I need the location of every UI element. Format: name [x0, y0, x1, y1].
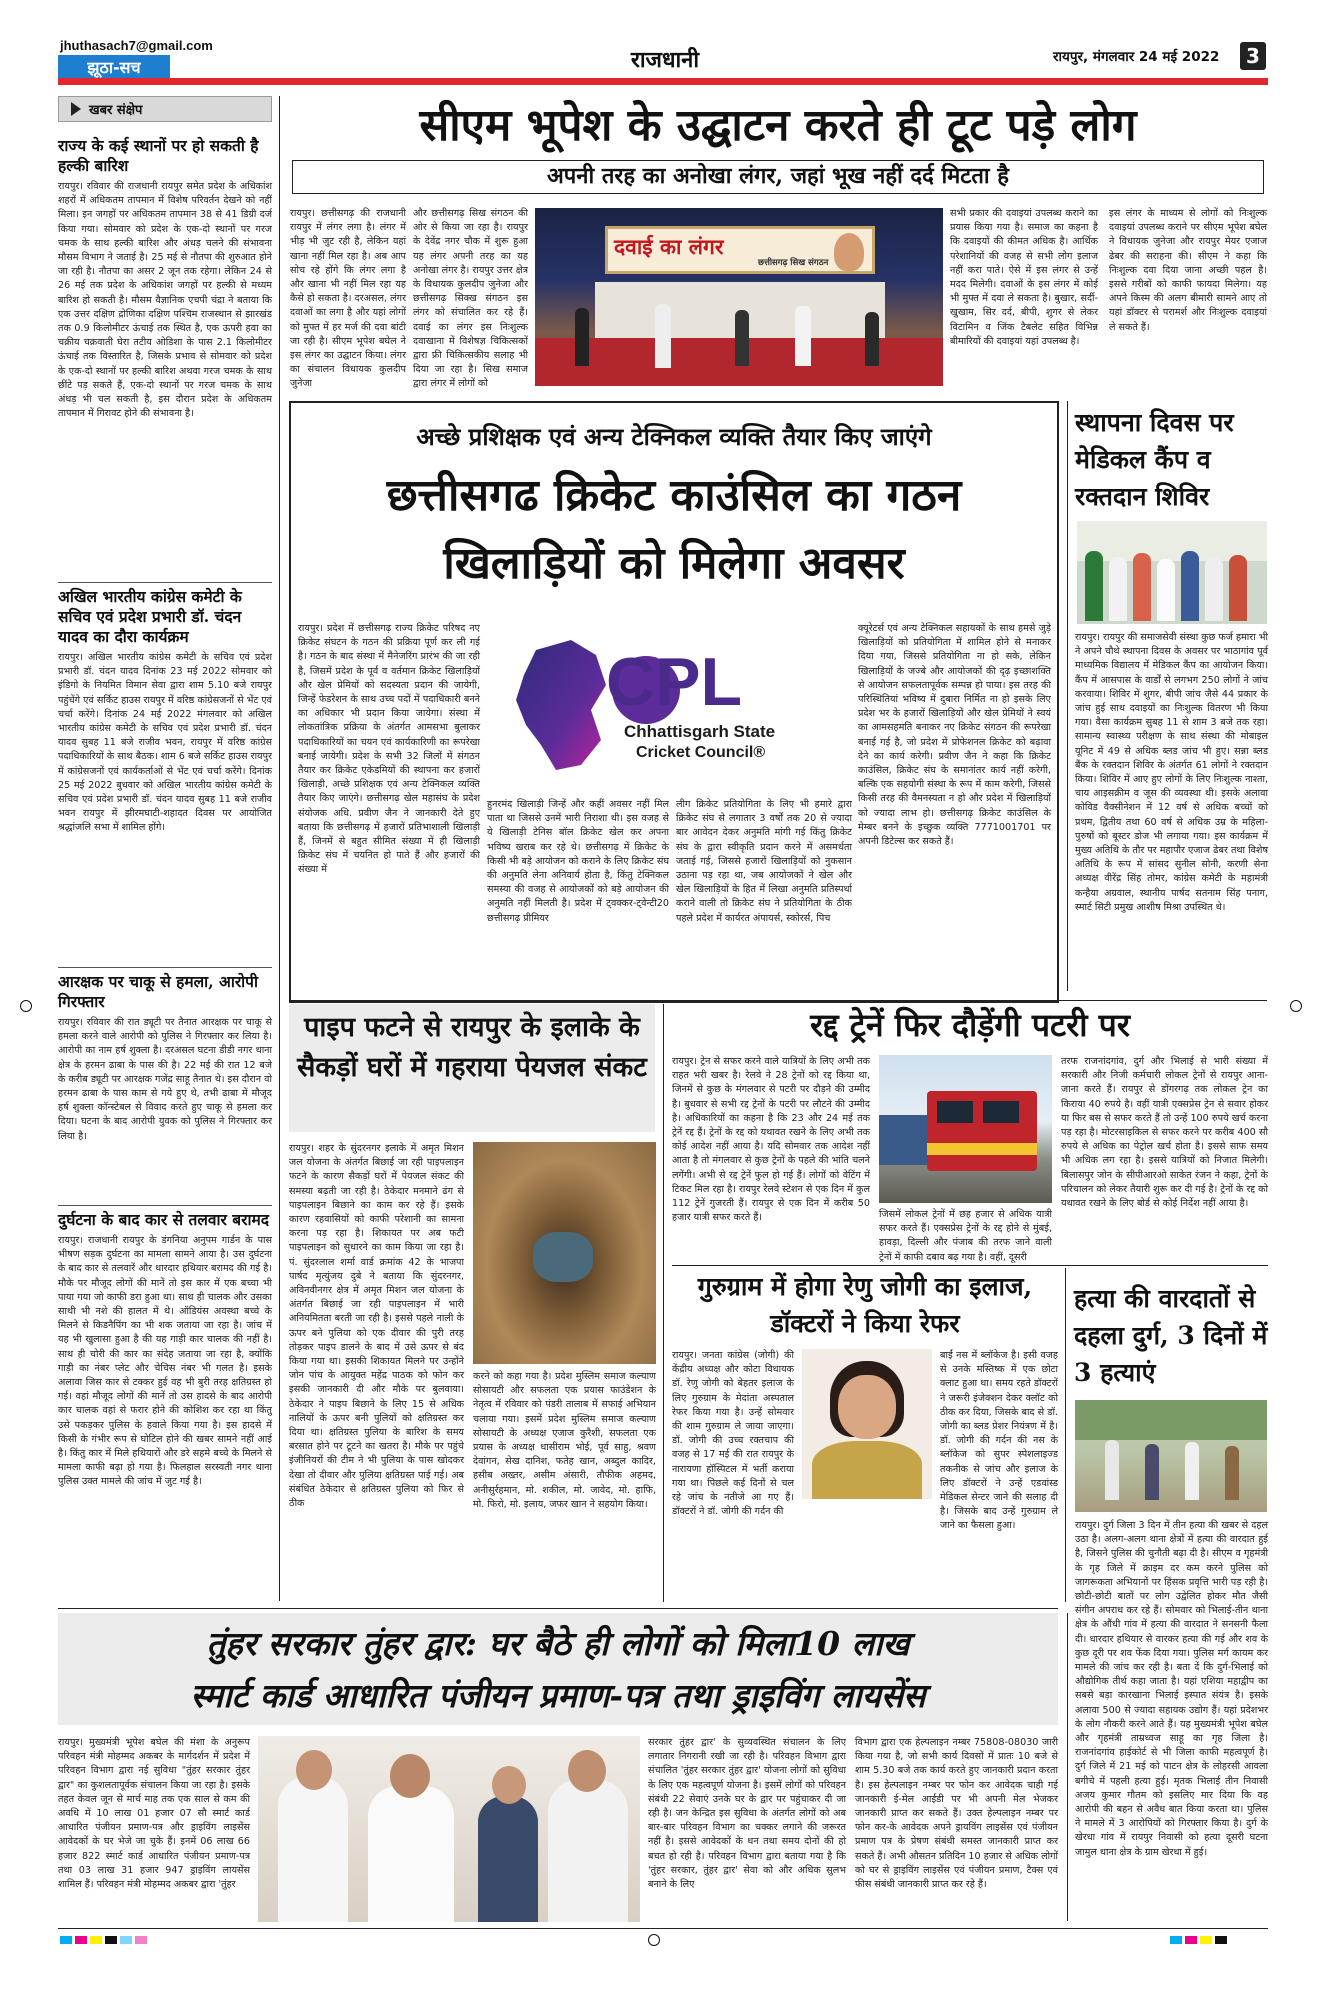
smartcard-headline: तुंहर सरकार तुंहर द्वार: घर बैठे ही लोगों को मिला10 लाख — [206, 1624, 910, 1663]
murder-body: रायपुर। दुर्ग जिला 3 दिन में तीन हत्या की खबर से दहल उठा है। अलग-अलग थाना क्षेत्रों में हत्या की वारदात हुई है, जिसने पुलिस की चुनौती बढ़ा दी है। सीएम व गृहमंत्री के गृह जिले में क्राइम दर कम करने पुलिस को जागरूकता अभियानों पर हिंसक प्रवृत्ति भारी पड़ रही है। छोटी-छोटी बातों पर लोग उद्वेलित होकर मौत जैसी संगीन अपराध कर रहे हैं। सोमवार को भिलाई-तीन थाना क्षेत्र के औंधी गांव में हत्या की वारदात ने सनसनी फैला दी। धारदार हथियार से वारकर हत्या की गई और शव के कुछ दूरी पर शव फेंक दिया गया। पुलिस मर्ग कायम कर मामले की जांच कर रही है। बता दें कि दुर्ग-भिलाई को औद्योगिक तीर्थ कहा जाता है। यहां एशिया महाद्वीप का सबसे बड़ा कारखाना भिलाई इस्पात संयंत्र है। इसके अलावा 500 से ज्यादा सहायक उद्योग हैं। यहां प्रदेशभर के लोग नौकरी करने आते हैं। यह मुख्यमंत्री भूपेश बघेल और गृहमंत्री ताम्रध्वज साहू का गृह जिला है। राजनांदगांव हाईकोर्ट से भी जिला काफी महत्वपूर्ण है। दुर्ग जिले में 21 मई को पाटन क्षेत्र के लोहरसी आवला बगीचे में पहली हत्या हुई। मृतक भिलाई तीन निवासी अजय कुमार गौतम को इसलिए मार दिया कि वह आरोपी की बहन से अवैध बात किया करता था। पुलिस ने मामले में 3 आरोपियों को गिरफ्तार किया है। दुर्ग के खेरधा गांव में रायपुर निवासी को हत्या दूसरी घटना जामुल थाना क्षेत्र के ग्राम खेरधा में हुई। — [1075, 1520, 1268, 1858]
brief-body: रायपुर। अखिल भारतीय कांग्रेस कमेटी के सचिव एवं प्रदेश प्रभारी डॉ. चंदन यादव दिनांक 23 मई 2022 सोमवार को इंडिगो के नियमित विमान सेवा द्वारा शाम 5.10 बजे रायपुर पहुंचेंगे एवं सर्किट हाउस रायपुर में वरिष्ठ कांग्रेसजनों से भेंट एवं चर्चा करेंगे। दिनांक 24 मई 2022 मंगलवार को अखिल भारतीय कांग्रेस कमेटी के सचिव एवं प्रदेश प्रभारी डॉ. चंदन यादव सुबह 11 बजे राजीव भवन, रायपुर में वरिष्ठ कांग्रेस पदाधिकारियों के साथ बैठक। शाम 6 बजे सर्किट हाउस रायपुर में कांग्रेसजनों एवं कार्यकर्ताओं से भेंट एवं चर्चा करेंगे। दिनांक 25 मई 2022 बुधवार को अखिल भारतीय कांग्रेस कमेटी के सचिव एवं प्रदेश प्रभारी डॉ. चंदन यादव सुबह 11 बजे राजीव भवन रायपुर में झीरमघाटी-शहादत दिवस पर आयोजित श्रद्धांजलि सभा में शामिल होंगे। — [58, 652, 272, 834]
person-figure — [1133, 553, 1151, 621]
brief-body: रायपुर। रविवार की रात ड्यूटी पर तैनात आरक्षक पर चाकू से हमला करने वाले आरोपी को पुलिस ने गिरफ्तार कर लिया है। आरोपी का नाम हर्ष शुक्ला है। दरअसल घटना डीडी नगर थाना क्षेत्र के हरमन ढाबा के पास की है। 22 मई की रात 12 बजे के करीब ड्यूटी पर आरक्षक गजेंद्र साहू तैनात थे। इस दौरान वो हरमन ढाबा के पास काम से गये हुए थे, तभी ढाबा में मौजूद हर्ष शुक्ला कॉन्स्टेबल से विवाद करते हुए चाकू से हमला कर दिया। घटना के बाद आरोपी युवक को पुलिस ने गिरफ्तार कर लिया है। — [58, 1017, 272, 1142]
jogi-column: रायपुर। जनता कांग्रेस (जोगी) की केंद्रीय अध्यक्ष और कोटा विधायक डॉ. रेणु जोगी को बेहतर इलाज के लिए गुरुग्राम के मेदांता अस्पताल रेफर किया गया है। उन्हें सोमवार की शाम गुरुग्राम ले जाया जाएगा। डॉ. जोगी की उच्च रक्तचाप की वजह से 17 मई की रात रायपुर के नारायणा हॉस्पिटल में भर्ती कराया गया था। पिछले कई दिनों से चल रहे जांच के नतीजे आ गए हैं। डॉक्टरों ने डॉ. जोगी की गर्दन की — [672, 1350, 794, 1518]
column-rule — [1065, 1268, 1066, 1602]
header-red-rule — [58, 78, 1268, 85]
triangle-icon — [71, 102, 81, 116]
face — [838, 1375, 896, 1439]
water-column: रायपुर। शहर के सुंदरनगर इलाके में अमृत मिशन जल योजना के अंतर्गत बिछाई जा रही पाइपलाइन फटने के कारण सैकड़ों घरों में पेयजल संकट की समस्या बढ़ती जा रही है। ठेकेदार मनमाने ढंग से पाइपलाइन बिछाने का काम कर रहे हैं। इसके कारण रहवासियों को काफी परेशानी का सामना करना पड़ रहा है। शिकायत पर अब फटी पाइपलाइन को सुधारने का काम किया जा रहा है। पं. सुंदरलाल शर्मा वार्ड क्रमांक 42 के भाजपा पार्षद मृत्युंजय दुबे ने बताया कि सुंदरनगर, अविनवीनगर क्षेत्र में अमृत मिशन जल योजना के अंतर्गत बिछाई जा रही पाइपलाइन में भारी अनियमितता बरती जा रही है। इससे पहले नाली के ऊपर बने पुलिया को एक दीवार की पुरी तरह तोड़कर पाइप डालने के बाद में उसे ऊपर से बंद किया गया था। इसकी शिकायत मिलने पर उन्होंने जोन पांच के आयुक्त महेंद्र पाठक को फोन कर इसकी जानकारी दी और मौके पर बुलवाया। ठेकेदार ने पाइप बिछाने के लिए 15 से अधिक नालियों के ऊपर बनी पुलियों को क्षतिग्रस्त कर दिया था। क्षतिग्रस्त पुलिया के बारिश के समय बरसात होने पर टूटने का खतरा है। मौके पर पहुंचे इंजीनियरों की टीम ने भी पुलिया के पास खोदकर देखा तो दीवार और पुलिया क्षतिग्रस्त पाई गई। अब संबंधित ठेकेदार से क्षतिग्रस्त पुलिया को फिर से ठीक — [289, 1143, 464, 1510]
person-figure — [575, 308, 589, 366]
section-rule — [672, 1265, 1268, 1266]
cyan-swatch — [60, 1936, 72, 1944]
smartcard-headline-band — [58, 1613, 1058, 1725]
sign-text: दवाई का लंगर — [614, 234, 724, 259]
cricket-headline: खिलाड़ियों को मिलेगा अवसर — [443, 538, 905, 589]
person-figure — [278, 1776, 348, 1922]
camp-body: रायपुर। रायपुर की समाजसेवी संस्था कुछ फर्ज हमारा भी ने अपने चौथे स्थापना दिवस के अवसर पर भाठागांव पूर्व माध्यमिक विद्यालय में मेडिकल कैंप का आयोजन किया। कैंप में आसपास के वार्डों से लगभग 250 लोगों ने जांच करवाया। शिविर में शुगर, बीपी जांच जैसे 44 प्रकार के जांच हुई साथ दवाइयों का निःशुल्क वितरण भी किया गया। वैसा कार्यक्रम सुबह 11 से शाम 3 बजे तक रहा। सामान्य स्वास्थ्य परीक्षण के साथ संस्था की मोबाइल यूनिट में 49 से अधिक ब्लड जांच भी हुए। सन्ना ब्लड बैंक के रक्तदान शिविर के अंतर्गत 61 लोगों ने रक्तदान किया। शिविर में आए हुए लोगों के लिए निःशुल्क नाश्ता, चाय आइसक्रीम व जूस की व्यवस्था थी। इसके अलावा कोविड वैक्सीनेशन में 12 वर्ष से अधिक बच्चों को प्रथम, द्वितीय तथा 60 वर्ष से अधिक उम्र के महिला-पुरुषों को बूस्टर डोज भी लगाया गया। इस कार्यक्रम में मुख्य अतिथि के तौर पर महापौर एजाज ढेबर तथा विशेष अतिथि के रूप में सांसद सुनील सोनी, करणी सेना अध्यक्ष वीरेंद्र सिंह तोमर, कांग्रेस कमेटी के महामंत्री कन्हैया अग्रवाल, स्थानीय पार्षद सतनाम सिंह पनाग, स्मार्ट सिटी प्रमुख आशीष मिश्रा उपस्थित थे। — [1075, 632, 1268, 913]
dateline: रायपुर, मंगलवार 24 मई 2022 — [1053, 49, 1220, 65]
person-figure — [1085, 551, 1103, 621]
section-rule — [289, 1000, 1267, 1001]
magenta-tint-swatch — [135, 1936, 147, 1944]
lead-headline: सीएम भूपेश के उद्घाटन करते ही टूट पड़े लोग — [419, 100, 1137, 151]
yellow-swatch — [1200, 1936, 1212, 1944]
train-photo — [879, 1055, 1052, 1203]
face — [296, 1750, 332, 1790]
person-figure — [795, 306, 811, 366]
coach — [879, 1115, 927, 1165]
water-headline: पाइप फटने से रायपुर के इलाके के सैकड़ों घरों में गहराया पेयजल संकट — [289, 1004, 655, 1132]
cricket-column: हुनरमंद खिलाड़ी जिन्हें और कहीं अवसर नहीं मिल पाता था जिससे उनमें भारी निराशा थी। इस वजह से ये खिलाड़ी टेनिस बॉल क्रिकेट खेल कर अपना भविष्य खराब कर रहे थे। छत्तीसगढ़ में क्रिकेट के किसी भी बड़े आयोजन को कराने के लिए क्रिकेट संघ की अनुमति लेना अनिवार्य होता है, किंतु टेक्निकल समस्या की वजह से आयोजकों को बड़े आयोजन की अनुमति नहीं मिलती है। प्रदेश में ट्वक्कर-ट्वेन्टी20 छत्तीसगढ़ प्रीमियर — [487, 799, 669, 924]
divider — [58, 582, 272, 583]
sign-subtext: छत्तीसगढ़ सिख संगठन — [758, 258, 829, 268]
cricket-column: लीग क्रिकेट प्रतियोगिता के लिए भी हमारे द्वारा क्रिकेट संघ से लगातार 3 वर्षों तक 20 से ज्यादा बार आवेदन देकर अनुमति मांगी गई किंतु क्रिकेट संघ के द्वारा स्वीकृति प्रदान करने में असमर्थता जताई गई, जिससे हजारों खिलाड़ियों को नुकसान उठाना पड़ रहा था, जब आयोजकों ने खेल और खेल खिलाड़ियों के हित में लिखा अनुमति प्रतिस्पर्धा कराने वाली तो क्रिकेट संघ ने प्रतियोगिता के ठीक पहले प्रदेश में कार्यरत अंपायर्स, स्कोरर्स, पिच — [676, 799, 852, 924]
page-number: 3 — [1240, 42, 1266, 70]
person-figure — [1229, 555, 1247, 621]
person-figure — [478, 1796, 538, 1922]
murder-headline: हत्या की वारदातों से दहला दुर्ग, 3 दिनों में 3 हत्याएं — [1074, 1284, 1268, 1387]
section-title: राजधानी — [630, 47, 700, 73]
email-address: jhuthasach7@gmail.com — [60, 38, 213, 53]
saree — [812, 1441, 922, 1499]
black-swatch — [105, 1936, 117, 1944]
face — [390, 1754, 430, 1798]
portrait-icon — [834, 233, 864, 271]
cricket-column: रायपुर। प्रदेश में छत्तीसगढ़ राज्य क्रिकेट परिषद नए क्रिकेट संघटन के गठन की प्रक्रिया पूर्ण कर ली गई है। गठन के बाद संस्था में मैनेजरिंग प्रारंभ की जा रही है, जिसमें प्रदेश के पूर्व व वर्तमान क्रिकेट खिलाड़ियों और खेल प्रेमियों को सदस्यता प्रदान की जायेगी, जिन्हें फेडरेशन के साथ उच्च पदों में पदाधिकारी बनने का अधिकार भी प्रदान किया जायेगा। संस्था में लोकतांत्रिक प्रक्रिया के अंतर्गत आमसभा बुलाकर पदाधिकारियों का चयन एवं कार्यकारिणी का रूपरेखा बनाई जायेगी। प्रदेश के सभी 32 जिलों में संगठन तैयार कर क्रिकेट एकेडमियों की स्थापना कर हजारों खिलाड़ी, अच्छे प्रशिक्षक एवं अन्य टेक्निकल व्यक्ति तैयार किए जाएंगे। छत्तीसगढ़ खेल महासंघ के प्रदेश संयोजक अधि. प्रवीण जैन ने जानकारी देते हुए बताया कि छत्तीसगढ़ में हजारों प्रतिभाशाली खिलाड़ी हैं, जिनमें से बहुत सीमित संख्या में ही खिलाड़ी क्रिकेट संघ में चयनित हो पाते हैं और हजारों की संख्या में — [298, 623, 480, 876]
person-figure — [735, 310, 749, 366]
langar-photo — [535, 208, 943, 386]
person-figure — [1181, 551, 1199, 621]
brief-headline: राज्य के कई स्थानों पर हो सकती है हल्की बारिश — [58, 136, 259, 175]
jogi-column: बाईं नस में ब्लॉकेज है। इसी वजह से उनके मस्तिष्क में एक छोटा क्लाट हुआ था। समय रहते डॉक्टरों ने जरूरी इंजेक्शन देकर क्लॉट को ठीक कर दिया, जिसके बाद से डॉ. जोगी का ब्लड प्रेशर नियंत्रण में है। डॉ. जोगी की गर्दन की नस के ब्लॉकेज को सुपर स्पेशलाइज्ड तकनीक से जांच और इलाज के लिए डॉक्टरों ने उन्हें एडवांस्ड मेडिकल सेन्टर जाने की सलाह दी है। जिसके बाद उन्हें गुरुग्राम ले जाने का फैसला हुआ। — [940, 1350, 1058, 1532]
camp-photo — [1077, 521, 1267, 624]
column-rule — [1067, 401, 1068, 991]
person-figure — [1145, 1444, 1159, 1500]
column-rule — [1067, 1613, 1068, 1921]
trees — [1075, 1400, 1267, 1440]
person-figure — [865, 312, 879, 366]
smartcard-column: सरकार तुंहर द्वार' के सुव्यवस्थित संचालन के लिए लगातार निगरानी रखी जा रही है। परिवहन विभाग द्वारा संचालित 'तुंहर सरकार तुंहर द्वार' योजना लोगों को सुविधा के लिए एक महत्वपूर्ण योजना है। इसमें लोगों को परिवहन संबंधी 22 सेवाएं उनके घर के द्वार पर पहुंचाकर दी जा रही है। जन केन्द्रित इस सुविधा के अंतर्गत लोगों को अब बार-बार परिवहन विभाग का चक्कर लगाने की जरूरत नहीं है। इससे आवेदकों के धन तथा समय दोनों की हो बचत हो रही है। परिवहन विभाग द्वारा बताया गया है कि 'तुंहर सरकार, तुंहर द्वार' सेवा को और अधिक सुलभ बनाने के लिए — [648, 1737, 846, 1891]
black-swatch — [1215, 1936, 1227, 1944]
water-pool — [533, 1232, 593, 1282]
person-figure — [1225, 1446, 1239, 1500]
person-figure — [1109, 557, 1127, 621]
brief-headline: दुर्घटना के बाद कार से तलवार बरामद — [58, 1210, 269, 1229]
cricket-column: क्यूरेटर्स एवं अन्य टेक्निकल सहायकों के साथ हमसे जुड़े खिलाड़ियों को प्रतियोगिता में शामिल होने से मनाकर दिया गया, जिससे प्रतियोगिता ना हो सके, लेकिन खिलाड़ियों के जज्बे और आयोजकों की दृढ़ इच्छाशक्ति से आयोजन सफलतापूर्वक सम्पन्न हो पाया। इस तरह की परिस्थितियां भविष्य में दुबारा निर्मित ना हो इसके लिए प्रदेश भर के हजारों खिलाड़ियों और खेल प्रेमियों ने स्वयं का आमसहमति बनाकर नए क्रिकेट संगठन की रूपरेखा बनाई गई है, जो प्रदेश में प्रोफेशनल क्रिकेट को बढ़ावा देने का कार्य करेगी। प्रवीण जैन ने कहा कि क्रिकेट काउंसिल, क्रिकेट संघ के समानांतर कार्य नहीं करेगी, बल्कि एक सहयोगी संस्था के रूप में काम करेगी, जिससे किसी तरह की वैमनस्यता न हो और प्रदेश में खिलाड़ियों को ज्यादा लाभ हो। छत्तीसगढ़ क्रिकेट काउंसिल के मेम्बर बनने के इच्छुक व्यक्ति 7771001701 पर अपनी डिटेल्स कर सकते हैं। — [858, 623, 1051, 848]
sidebar-label-bar — [58, 96, 272, 122]
loco-stripe — [927, 1143, 1037, 1155]
magenta-swatch — [1185, 1936, 1197, 1944]
crime-scene-photo — [1075, 1400, 1267, 1512]
burst-pipe-photo — [473, 1142, 656, 1364]
smartcard-column: विभाग द्वारा एक हेल्पलाइन नम्बर 75808-08030 जारी किया गया है, जो सभी कार्य दिवसों में प्रातः 10 बजे से शाम 5.30 बजे तक कार्य करते हुए जानकारी प्रदान करता है। इस हेल्पलाइन नम्बर पर फोन कर आवेदक चाही गई जानकारी ई-मेल आईडी पर भी अपनी मेल भेजकर जानकारी प्राप्त कर सकते हैं। उक्त हेल्पलाइन नम्बर पर फोन कर-के आवेदक अपने ड्रायविंग लाइसेंस एवं पंजीयन प्रमाण पत्र के प्रेषण संबंधी समस्त जानकारी प्राप्त कर सकते हैं। अभी औसतन प्रतिदिन 10 हजार से अधिक लोगों को घर से ड्राइविंग लाइसेंस एवं पंजीयन प्रमाण, टैक्स एवं फीस संबंधी जानकारी प्राप्त कर रहे हैं। — [855, 1737, 1058, 1891]
lead-column: सभी प्रकार की दवाइयां उपलब्ध कराने का प्रयास किया गया है। समाज का कहना है कि दवाइयों की कीमत अधिक है। आर्थिक परेशानियों की वजह से सभी लोग इलाज नहीं करा पाते। ऐसे में इस लंगर से उन्हें मदद मिलेगी। दवाओं के इस लंगर में कोई भी मुफ्त में दवा ले सकता है। बुखार, सर्दी-खुखाम, सिर दर्द, बीपी, शुगर से लेकर विटामिन व जिंक टैबलेट सहित विभिन्न बीमारियों की दवाइयां यहां उपलब्ध है। — [950, 208, 1098, 347]
brief-body: रायपुर। रविवार की राजधानी रायपुर समेत प्रदेश के अधिकांश शहरों में अधिकतम तापमान में विशेष परिवर्तन देखने को नहीं मिला। इन जगहों पर अधिकतम तापमान 38 से 41 डिग्री दर्ज किया गया। सोमवार को प्रदेश के एक-दो स्थानों पर गरज चमक के साथ हल्की बारिश और अंधड़ चलने की संभावना मौसम विभाग ने जताई है। 25 मई से नौतपा की शुरुआत होने जा रही है। नौतपा का असर 2 जून तक रहेगा। लेकिन 24 से 26 मई तक प्रदेश के अधिकांश जगहों पर हल्की से मध्यम बारिश हो सकती है। मौसम वैज्ञानिक एचपी चंद्रा ने बताया कि एक उत्तर दक्षिण द्रोणिका दक्षिण पश्चिम राजस्थान से झारखंड तक 0.9 किलोमीटर ऊंचाई तक स्थित है, एक ऊपरी हवा का चक्रीय चक्रवाती घेरा तटीय ओडिशा के पास 2.1 किलोमीटर ऊंचाई तक विस्तारित है, जिसके प्रभाव से सोमवार को प्रदेश के एक-दो स्थानों पर हल्की बारिश अथवा गरज चमक के साथ छींटे पड़ सकते हैं, एक-दो स्थानों पर गरज चमक के साथ अंधड़ भी चल सकती है, इस दौरान प्रदेश के अधिकतम तापमान में गिरावट होने की संभावना है। — [58, 181, 272, 420]
camp-headline: स्थापना दिवस पर मेडिकल कैंप व रक्तदान शिविर — [1075, 408, 1234, 511]
cpl-letters: CPL — [606, 644, 742, 720]
trains-headline: रद्द ट्रेनें फिर दौड़ेंगी पटरी पर — [810, 1006, 1130, 1044]
magenta-swatch — [75, 1936, 87, 1944]
sidebar-label: खबर संक्षेप — [89, 103, 143, 118]
person-figure — [1157, 559, 1175, 621]
cyan-swatch — [1170, 1936, 1182, 1944]
trains-column: जिसमें लोकल ट्रेनों में छह हजार से अधिक यात्री सफर करते हैं। एक्सप्रेस ट्रेनों के रद्द होने से मुंबई, हावड़ा, दिल्ली और पंजाब की तरफ जाने वाली ट्रेनों में काफी दबाव बढ़ गया है। वहीं, दूसरी — [879, 1209, 1052, 1263]
lead-column: रायपुर। छत्तीसगढ़ की राजधानी रायपुर में लंगर लगा है। लंगर में भीड़ भी जुट रही है, लेकिन यहां खाना नहीं मिल रहा है। अब आप सोच रहे होंगे कि लंगर लगा है और खाना भी नहीं मिल रहा यह कैसे हो सकता है। दरअसल, लंगर दवाओं का लगा है और यहां लोगों को मुफ्त में हर मर्ज की दवा बांटी जा रही है। सीएम भूपेश बघेल ने इस लंगर का उद्घाटन किया। लंगर का संचालन विधायक कुलदीप जुनेजा — [290, 208, 406, 390]
brief-body: रायपुर। राजधानी रायपुर के डंगनिया अनुपम गार्डन के पास भीषण सड़क दुर्घटना का मामला सामने आया है। उस दुर्घटना के बाद कार से तलवारें और धारदार हथियार बरामद की गई है। मौके पर मौजूद लोगों की मानें तो इस कार में एक बच्चा भी पाया गया जो काफी डरा हुआ था। साथ ही चालक और उसका साथी भी नशे की हालत में थे। ऑडियंस अवस्था बच्चे के मिलने से किडनैपिंग का भी शक जताया जा रहा है। जांच में यह भी खुलासा हुआ है की यह गाड़ी कार चालक की नहीं है। साथ ही चोरी की कार का संदेह जताया जा रहा है, क्योंकि गाड़ी का नंबर प्लेट और चेचिस नंबर भी गलत है। इसके अलावा जिस कार से टक्कर हुई वह भी बुरी तरह क्षतिग्रस्त हो गई। वहां मौजूद लोगों की मानें तो उस हादसे के बाद आरोपी कार चालक वहां से फरार होने की कोशिश कर रहा था किंतु उसे पकड़कर पुलिस के हवाले किया गया है। इस हादसे में किसी के गंभीर रूप से घोटिल होने की खबर सामने नहीं आई है। किंतु कार में मिले हथियारों और डरे सहमे बच्चे के मिलने से मामला काफी बढ़ा हो गया है। फिलहाल सरस्वती नगर थाना पुलिस उक्त मामले की जांच में जुट गई है। — [58, 1235, 272, 1488]
section-rule — [58, 1608, 1058, 1609]
cyan-tint-swatch — [120, 1936, 132, 1944]
lead-column: इस लंगर के माध्यम से लोगों को निःशुल्क दवाइयां उपलब्ध कराने पर सीएम भूपेश बघेल ने विधायक जुनेजा और रायपुर मेयर एजाज ढेबर की सराहना की। सीएम ने कहा कि निःशुल्क दवा दिया जाना अच्छी पहल है। इससे गरीबों को काफी फायदा मिलेगा। यह अपने किस्म की अलग बीमारी सामने आए तो यहां डॉक्टर से परामर्श और निःशुल्क दवाइयां ले सकते हैं। — [1109, 208, 1267, 333]
smartcard-headline: स्मार्ट कार्ड आधारित पंजीयन प्रमाण-पत्र तथा ड्राइविंग लायसेंस — [190, 1676, 926, 1715]
loco-window — [937, 1101, 973, 1123]
divider — [58, 1205, 272, 1206]
person-figure — [548, 1780, 628, 1922]
lead-subheadline: अपनी तरह का अनोखा लंगर, जहां भूख नहीं दर्द मिटता है — [292, 160, 1264, 194]
footer-rule — [58, 1928, 1268, 1929]
person-figure — [655, 304, 671, 368]
cricket-kicker: अच्छे प्रशिक्षक एवं अन्य टेक्निकल व्यक्ति तैयार किए जाएंगे — [416, 422, 932, 451]
person-figure — [1185, 1442, 1199, 1500]
cpl-subtitle: Cricket Council® — [636, 744, 766, 761]
column-rule — [279, 96, 280, 1601]
registration-mark-icon — [648, 1934, 660, 1946]
smartcard-column: रायपुर। मुख्यमंत्री भूपेश बघेल की मंशा के अनुरूप परिवहन मंत्री मोहम्मद अकबर के मार्गदर्शन में प्रदेश में परिवहन विभाग द्वारा नई सुविधा "तुंहर सरकार तुंहर द्वार" का कुशलतापूर्वक संचालन किया जा रहा है। इसके तहत केवल जून से मार्च माह तक एक साल से कम की अवधि में 10 लाख 01 हजार 07 सौ स्मार्ट कार्ड आधारित पंजीयन प्रमाण-पत्र और ड्राइविंग लाइसेंस आवेदकों के घर भेजे जा चुके हैं। इनमें 06 लाख 66 हजार 822 स्मार्ट कार्ड आधारित पंजीयन प्रमाण-पत्र तथा 03 लाख 31 हजार 947 ड्राइविंग लायसेंस शामिल हैं। परिवहन मंत्री मोहम्मद अकबर द्वारा 'तुंहर — [58, 1737, 250, 1891]
divider — [58, 967, 272, 968]
minister-photo — [258, 1736, 640, 1922]
registration-mark-icon — [20, 1000, 32, 1012]
color-registration-bar — [60, 1936, 147, 1944]
lead-column: और छत्तीसगढ़ सिख संगठन की ओर से किया जा रहा है। रायपुर के देवेंद्र नगर चौक में शुरू हुआ यह लंगर अपनी तरह का यह अनोखा लंगर है। रायपुर उत्तर क्षेत्र के विधायक कुलदीप जुनेजा और छत्तीसगढ़ सिक्ख संगठन इस लंगर को संचालित कर रहे हैं। दवाई का लंगर इस निःशुल्क दवाखाना में विशेषज्ञ चिकित्सकों द्वारा फ्री चिकित्सकीय सलाह भी दिया जा रहा है। सिख समाज द्वारा लंगर में लोगों को — [413, 208, 528, 390]
yellow-swatch — [90, 1936, 102, 1944]
paper-masthead: झूठा-सच — [58, 55, 170, 81]
brief-headline: आरक्षक पर चाकू से हमला, आरोपी गिरफ्तार — [58, 972, 258, 1011]
person-figure — [368, 1786, 454, 1922]
water-column: करने को कहा गया है। प्रदेश मुस्लिम समाज कल्याण सोसायटी और सफलता एक प्रयास फाउंडेशन के नेतृत्व में रविवार को पंडरी तालाब में सफाई अभियान चलाया गया। इसमें प्रदेश मुस्लिम समाज कल्याण सोसायटी के अध्यक्ष एजाज कुरैशी, सफलता एक प्रयास के अध्यक्ष धासीराम भोई, पूर्व साहु, श्रवण देवांगन, सेख दानिश, फतेह खान, अब्दुल कादिर, हसीब अख्तर, असीम अंसारी, तौफीक अहमद, अनीसुर्रहमान, मो. शकील, मो. जावेद, मो. हाफि, मो. फिरो, मो. इलाय, जफर खान ने सहयोग किया। — [473, 1371, 656, 1510]
cpl-subtitle: Chhattisgarh State — [624, 722, 776, 741]
trains-column: रायपुर। ट्रेन से सफर करने वाले यात्रियों के लिए अभी तक राहत भरी खबर है। रेलवे ने 28 ट्रेनों को रद्द किया था, जिनमें से कुछ के मंगलवार से पटरी पर दौड़ने की उम्मीद है। बुधवार से सभी रद्द ट्रेनों के पटरी पर लौटने की उम्मीद है। अधिकारियों का कहना है कि 23 और 24 मई तक ट्रेनें रद्द हैं। ट्रेनों के रद्द को यथावत रखने के लिए अभी तक कोई आदेश नहीं आया है। यदि सोमवार तक आदेश नहीं आता है तो मंगलवार से कुछ ट्रेनों के पहले की भांति चलने लगेंगी। अभी से रद्द ट्रेनें फुल हो गई हैं। लोगों को वेटिंग में टिकट मिल रहा है। रायपुर रेलवे स्टेशन से एक दिन में कुल 112 ट्रेनें गुजरती हैं। रायपुर से एक दिन में करीब 50 हजार यात्री सफर करते हैं। — [672, 1056, 870, 1224]
column-rule — [663, 1004, 664, 1602]
langar-sign — [605, 226, 875, 274]
trains-column: तरफ राजनांदगांव, दुर्ग और भिलाई से भारी संख्या में सरकारी और निजी कर्मचारी लोकल ट्रेनों से रायपुर आना-जाना करते हैं। रायपुर से डोंगरगढ़ तक लोकल ट्रेन का किराया 40 रुपये है। वहीं यात्री एक्सप्रेस ट्रेन से सवार होकर या फिर बस से सफर करते हैं तो उन्हें 100 रुपये खर्च करना पड़ रहा है। मोटरसाइकिल से सफर करने पर करीब 400 सौ रुपये से अधिक का पेट्रोल खर्च होता है। इससे साफ समय भी अधिक लग रहा है। इससे यात्रियों को निजात मिलेगी। बिलासपुर जोन के सीपीआरओ साकेत रंजन ने कहा, ट्रेनों के परिचालन को लेकर तैयारी शुरू कर दी गई है। ट्रेनों के रद्द को यथावत रखने के लिए बोर्ड से कोई निर्देश नहीं आया है। — [1061, 1056, 1268, 1210]
registration-mark-icon — [1290, 1000, 1302, 1012]
cpl-logo — [496, 630, 842, 780]
face — [492, 1766, 526, 1804]
renu-jogi-photo — [802, 1349, 932, 1499]
jogi-headline: गुरुग्राम में होगा रेणु जोगी का इलाज, डॉक्टरों ने किया रेफर — [697, 1272, 1033, 1338]
loco-window — [983, 1101, 1019, 1123]
person-figure — [1105, 1440, 1119, 1500]
person-figure — [1205, 557, 1223, 621]
color-registration-bar — [1170, 1936, 1227, 1944]
brief-headline: अखिल भारतीय कांग्रेस कमेटी के सचिव एवं प्रदेश प्रभारी डॉ. चंदन यादव का दौरा कार्यक्रम — [58, 587, 242, 646]
face — [568, 1750, 606, 1792]
cricket-headline: छत्तीसगढ क्रिकेट काउंसिल का गठन — [386, 470, 962, 521]
